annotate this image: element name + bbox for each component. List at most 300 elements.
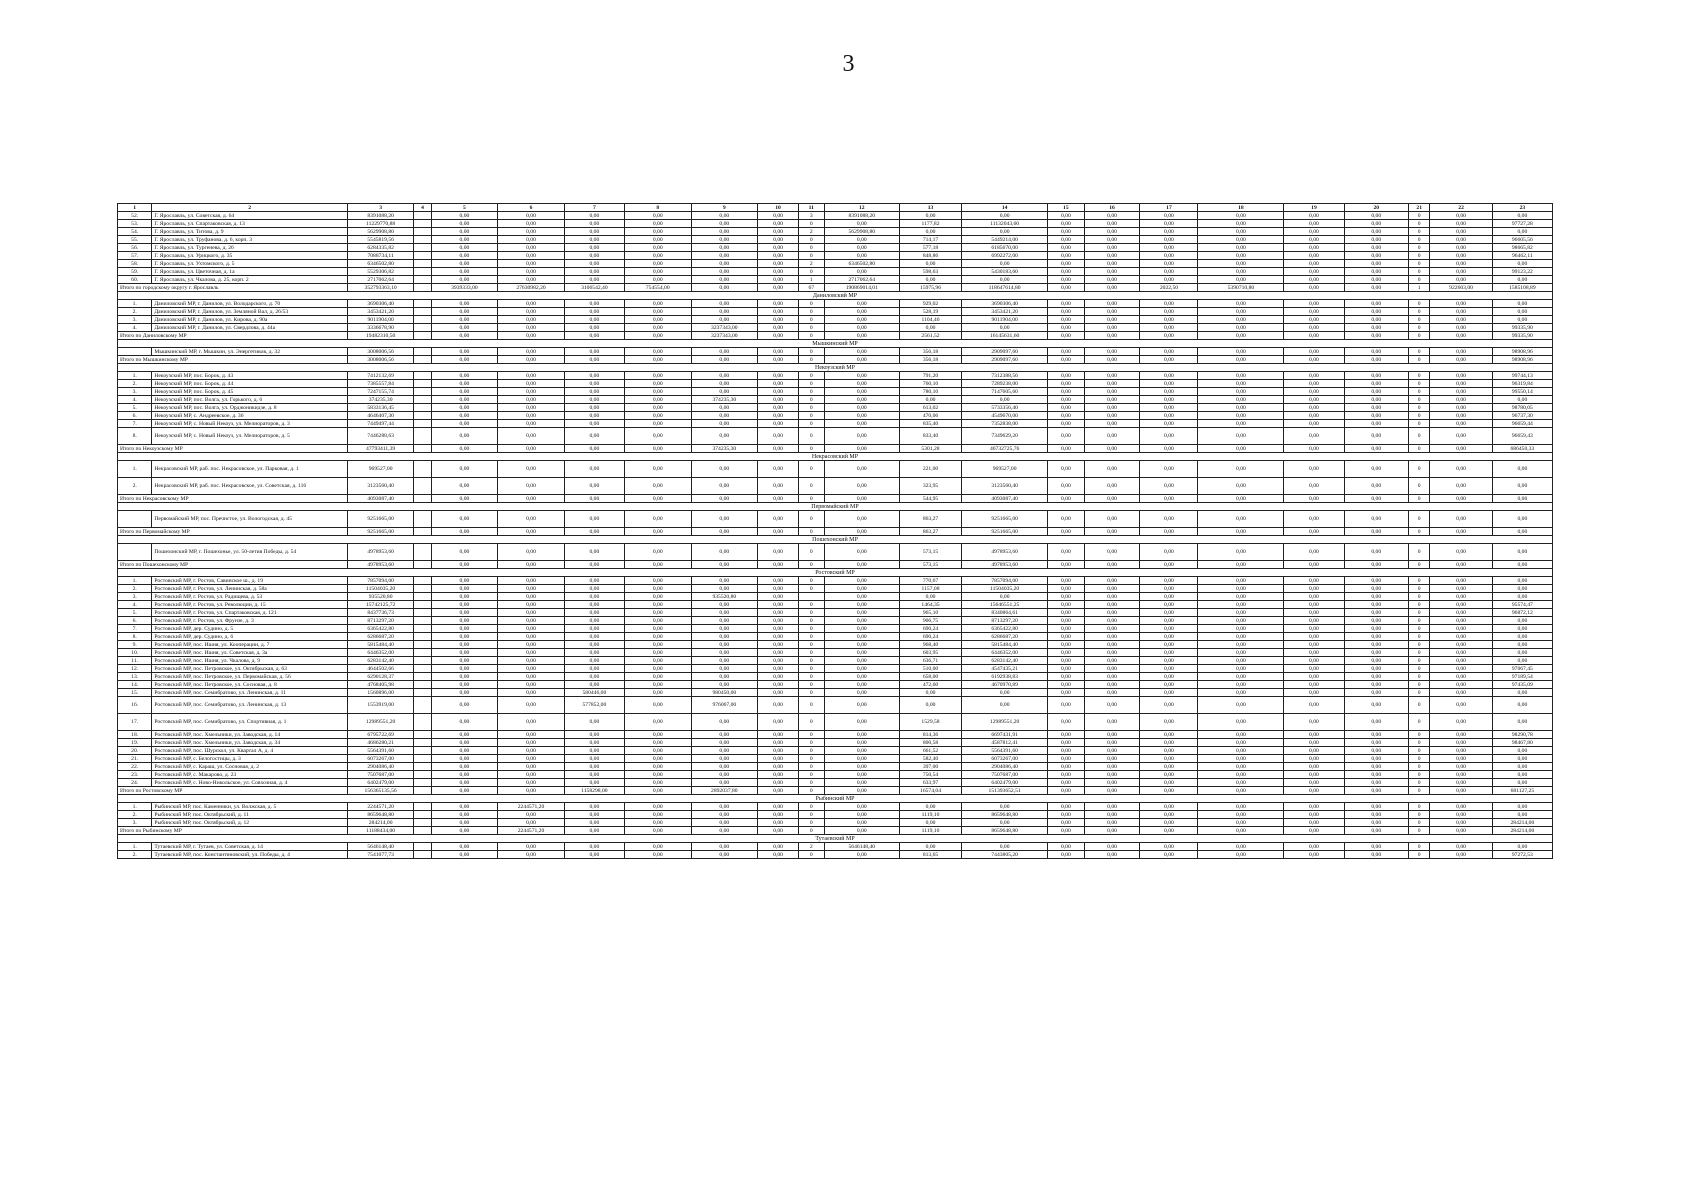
table-cell: 0,00 — [1140, 755, 1198, 763]
table-cell: 0,00 — [691, 577, 758, 585]
table-cell: 0,00 — [1198, 714, 1284, 731]
table-cell: 0,00 — [1198, 561, 1284, 569]
table-cell: 0,00 — [1048, 236, 1085, 244]
table-cell: 0,00 — [758, 657, 799, 665]
address-cell: Некрасовский МР, раб. пос. Некрасовское, ул. Парковая, д. 1 — [152, 461, 347, 478]
table-cell: 0 — [798, 714, 824, 731]
table-cell: 8340864,61 — [962, 609, 1048, 617]
row-number-cell: 4. — [118, 601, 152, 609]
table-cell: 0,00 — [691, 228, 758, 236]
row-number-cell: 20. — [118, 747, 152, 755]
table-cell: 0,00 — [1430, 641, 1492, 649]
table-cell: 0,00 — [1140, 681, 1198, 689]
table-cell: 0,00 — [624, 689, 691, 697]
table-cell: 0,00 — [498, 268, 565, 276]
table-cell: 0,00 — [1084, 851, 1140, 859]
table-cell: 97435,09 — [1492, 681, 1552, 689]
table-cell: 0,00 — [691, 252, 758, 260]
table-cell: 0 — [1408, 404, 1429, 412]
table-cell: 0,00 — [691, 260, 758, 268]
table-cell: 0,00 — [624, 673, 691, 681]
table-cell: 0,00 — [564, 649, 624, 657]
table-cell: 374235,30 — [347, 396, 414, 404]
table-cell: 0,00 — [431, 739, 498, 747]
table-cell: 5545819,56 — [347, 236, 414, 244]
table-cell — [414, 404, 431, 412]
table-cell: 0,00 — [1344, 244, 1408, 252]
table-cell: 6402479,00 — [347, 779, 414, 787]
table-cell: 0,00 — [564, 348, 624, 356]
table-cell: 0 — [798, 461, 824, 478]
table-cell: 0 — [1408, 428, 1429, 445]
table-cell: 0,00 — [624, 316, 691, 324]
total-label: Итого по Даниловскому МР — [118, 332, 348, 340]
table-row — [118, 324, 1553, 332]
table-cell: 0,00 — [1344, 252, 1408, 260]
table-cell: 0 — [798, 372, 824, 380]
table-cell — [414, 396, 431, 404]
table-cell: 0,00 — [691, 511, 758, 528]
table-cell: 4978953,60 — [962, 561, 1048, 569]
table-cell: 0,00 — [564, 771, 624, 779]
table-cell: 0,00 — [1140, 324, 1198, 332]
table-cell: 0,00 — [1198, 827, 1284, 835]
table-cell: 0,00 — [824, 641, 899, 649]
table-cell: 0,00 — [1430, 689, 1492, 697]
table-cell: 0,00 — [1048, 763, 1085, 771]
table-cell: 0,00 — [1198, 755, 1284, 763]
table-cell: 323,95 — [899, 478, 961, 495]
table-cell: 4093087,40 — [962, 495, 1048, 503]
table-cell: 0,00 — [1344, 585, 1408, 593]
table-cell: 0 — [1408, 388, 1429, 396]
table-cell: 0 — [798, 731, 824, 739]
table-cell: 1158298,00 — [564, 787, 624, 795]
table-cell: 714,17 — [899, 236, 961, 244]
row-number-cell: 15. — [118, 689, 152, 697]
table-cell: 0,00 — [624, 308, 691, 316]
table-cell: 0,00 — [1140, 308, 1198, 316]
table-cell: 0,00 — [691, 739, 758, 747]
table-cell: 0,00 — [1084, 244, 1140, 252]
table-cell: 0,00 — [824, 356, 899, 364]
table-cell: 0,00 — [1048, 212, 1085, 220]
table-cell: 0,00 — [624, 276, 691, 284]
row-number-cell: 4. — [118, 396, 152, 404]
table-cell: 7507687,00 — [347, 771, 414, 779]
table-cell: 0,00 — [431, 787, 498, 795]
table-cell: 0,00 — [1284, 779, 1344, 787]
table-cell — [414, 348, 431, 356]
table-cell: 0,00 — [1048, 811, 1085, 819]
table-cell: 0 — [798, 787, 824, 795]
table-cell: 0,00 — [624, 428, 691, 445]
table-cell: 0,00 — [1284, 445, 1344, 453]
address-cell: Ростовский МР, с. Белогостицы, д. 3 — [152, 755, 347, 763]
address-cell: Даниловский МР, г. Данилов, ул. Володарского, д. 70 — [152, 300, 347, 308]
table-cell: 397,00 — [899, 763, 961, 771]
table-cell: 0 — [1408, 593, 1429, 601]
table-cell: 0,00 — [758, 284, 799, 292]
table-cell: 0,00 — [691, 585, 758, 593]
table-cell: 7385557,84 — [347, 380, 414, 388]
table-cell: 99123,22 — [1492, 268, 1552, 276]
table-cell: 0,00 — [564, 755, 624, 763]
table-cell: 0,00 — [1430, 396, 1492, 404]
table-cell: 0,00 — [1344, 763, 1408, 771]
table-cell: 4646407,30 — [347, 412, 414, 420]
table-cell: 3939333,00 — [431, 284, 498, 292]
table-cell: 0,00 — [498, 657, 565, 665]
address-cell: Даниловский МР, г. Данилов, ул. Кирова, д. 90а — [152, 316, 347, 324]
table-cell: 0,00 — [758, 544, 799, 561]
table-cell: 0,00 — [431, 308, 498, 316]
table-cell: 0,00 — [431, 380, 498, 388]
table-cell: 0,00 — [1430, 577, 1492, 585]
table-cell: 0 — [798, 665, 824, 673]
table-cell: 0,00 — [431, 461, 498, 478]
table-cell: 0,00 — [1492, 843, 1552, 851]
table-cell: 5833136,45 — [347, 404, 414, 412]
table-cell: 0,00 — [1084, 697, 1140, 714]
table-cell: 0,00 — [624, 827, 691, 835]
total-label: Итого по Ростовскому МР — [118, 787, 348, 795]
table-cell: 0,00 — [431, 593, 498, 601]
table-cell: 0,00 — [824, 779, 899, 787]
table-cell: 8659648,80 — [962, 811, 1048, 819]
table-cell: 0,00 — [564, 212, 624, 220]
table-cell: 0,00 — [691, 657, 758, 665]
table-cell: 0,00 — [498, 260, 565, 268]
table-cell: 0 — [1408, 252, 1429, 260]
table-cell: 0,00 — [691, 731, 758, 739]
table-cell: 0,00 — [1344, 356, 1408, 364]
table-cell: 0,00 — [498, 356, 565, 364]
address-cell: Ростовский МР, пос. Семибратово, ул. Спортивная, д. 1 — [152, 714, 347, 731]
table-cell: 0,00 — [1140, 356, 1198, 364]
table-cell: 0,00 — [1048, 412, 1085, 420]
table-cell: 0,00 — [1140, 747, 1198, 755]
table-cell: 3690306,40 — [347, 300, 414, 308]
table-cell — [414, 332, 431, 340]
table-cell: 0,00 — [498, 495, 565, 503]
table-cell: 0,00 — [758, 388, 799, 396]
table-cell: 0,00 — [624, 511, 691, 528]
table-cell: 8659648,80 — [962, 827, 1048, 835]
table-row — [118, 673, 1553, 681]
table-cell: 11229770,88 — [347, 220, 414, 228]
row-number-cell: 9. — [118, 641, 152, 649]
table-cell: 2022,50 — [1140, 284, 1198, 292]
table-cell: 0 — [798, 316, 824, 324]
table-cell — [414, 577, 431, 585]
table-cell: 0,00 — [624, 617, 691, 625]
table-cell: 0,00 — [1344, 268, 1408, 276]
table-cell: 800,58 — [899, 739, 961, 747]
table-cell: 0,00 — [691, 412, 758, 420]
table-row — [118, 388, 1553, 396]
table-cell: 0,00 — [1284, 276, 1344, 284]
table-cell — [414, 420, 431, 428]
table-cell: 0,00 — [1344, 771, 1408, 779]
table-cell: 0,00 — [624, 731, 691, 739]
table-cell: 0,00 — [1492, 641, 1552, 649]
table-cell: 0,00 — [624, 601, 691, 609]
table-cell: 0,00 — [1284, 827, 1344, 835]
table-cell: 9251665,00 — [962, 511, 1048, 528]
table-cell: 0,00 — [431, 827, 498, 835]
table-cell: 0,00 — [1430, 739, 1492, 747]
table-cell: 814,36 — [899, 731, 961, 739]
table-cell: 0,00 — [824, 601, 899, 609]
table-cell: 0,00 — [1284, 428, 1344, 445]
table-cell: 0 — [798, 244, 824, 252]
table-cell — [414, 697, 431, 714]
table-cell: 0,00 — [624, 593, 691, 601]
table-cell: 0,00 — [498, 324, 565, 332]
table-cell: 0,00 — [691, 356, 758, 364]
table-cell: 0,00 — [758, 697, 799, 714]
table-cell: 0,00 — [1140, 228, 1198, 236]
table-cell: 0,00 — [431, 212, 498, 220]
table-cell: 0,00 — [1140, 771, 1198, 779]
table-cell: 0,00 — [824, 308, 899, 316]
table-cell: 0,00 — [624, 747, 691, 755]
table-cell: 0,00 — [1198, 511, 1284, 528]
table-cell: 0 — [798, 356, 824, 364]
table-cell: 0,00 — [691, 428, 758, 445]
table-cell: 0,00 — [1140, 577, 1198, 585]
table-cell: 6286687,20 — [347, 633, 414, 641]
table-cell: 0,00 — [1084, 260, 1140, 268]
address-cell: Ростовский МР, пос. Семибратово, ул. Ленинская, д. 13 — [152, 697, 347, 714]
table-cell: 0,00 — [1048, 843, 1085, 851]
table-cell: 2244571,20 — [498, 803, 565, 811]
table-cell: 0,00 — [1084, 308, 1140, 316]
table-cell: 0,00 — [1430, 372, 1492, 380]
table-cell: 0,00 — [431, 544, 498, 561]
table-cell: 96659,43 — [1492, 428, 1552, 445]
table-cell: 0,00 — [1140, 268, 1198, 276]
address-cell: Ростовский МР, г. Ростов, ул. Спартаковская, д. 121 — [152, 609, 347, 617]
table-cell: 863,27 — [899, 511, 961, 528]
table-cell: 0 — [798, 252, 824, 260]
table-cell: 969527,00 — [347, 461, 414, 478]
table-cell: 0,00 — [824, 478, 899, 495]
table-cell: 5815484,40 — [347, 641, 414, 649]
table-cell: 0,00 — [824, 625, 899, 633]
table-cell: 0,00 — [824, 649, 899, 657]
table-cell: 0,00 — [1284, 617, 1344, 625]
table-cell: 0,00 — [1048, 220, 1085, 228]
table-cell: 0 — [1408, 380, 1429, 388]
table-cell: 0,00 — [824, 819, 899, 827]
row-number-cell: 23. — [118, 771, 152, 779]
table-cell: 97272,53 — [1492, 851, 1552, 859]
table-cell: 0,00 — [431, 348, 498, 356]
table-cell: 0 — [1408, 609, 1429, 617]
table-cell: 0,00 — [624, 843, 691, 851]
table-cell: 0,00 — [1284, 544, 1344, 561]
table-cell: 0,00 — [1344, 212, 1408, 220]
table-cell: 0,00 — [624, 412, 691, 420]
table-cell: 0,00 — [1344, 461, 1408, 478]
table-cell: 0,00 — [1084, 633, 1140, 641]
row-number-cell: 3. — [118, 819, 152, 827]
table-cell: 0,00 — [1430, 236, 1492, 244]
table-cell: 0 — [1408, 561, 1429, 569]
table-cell: 0,00 — [1344, 388, 1408, 396]
table-cell: 0 — [1408, 673, 1429, 681]
table-cell: 0,00 — [1048, 284, 1085, 292]
address-cell: Ростовский МР, дер. Судино, д. 5 — [152, 625, 347, 633]
table-cell: 0,00 — [431, 332, 498, 340]
table-cell: 0 — [1408, 771, 1429, 779]
table-cell: 0,00 — [1430, 420, 1492, 428]
table-cell: 0,00 — [1198, 316, 1284, 324]
row-number-cell: 3. — [118, 316, 152, 324]
table-cell: 2 — [798, 843, 824, 851]
table-cell: 0,00 — [564, 819, 624, 827]
table-cell: 0,00 — [758, 763, 799, 771]
table-cell: 0 — [1408, 585, 1429, 593]
table-cell: 0,00 — [824, 673, 899, 681]
table-cell: 2904086,40 — [962, 763, 1048, 771]
table-cell: 0,00 — [1492, 755, 1552, 763]
table-cell: 0,00 — [1344, 601, 1408, 609]
table-cell: 0,00 — [624, 404, 691, 412]
table-cell: 0,00 — [1344, 561, 1408, 569]
table-cell: 0,00 — [1198, 851, 1284, 859]
row-number-cell — [118, 348, 152, 356]
table-cell: 0,00 — [691, 388, 758, 396]
table-cell: 0,00 — [1084, 763, 1140, 771]
table-cell: 0,00 — [1084, 236, 1140, 244]
district-header-row — [118, 503, 1553, 511]
table-cell: 3 — [798, 212, 824, 220]
table-cell: 0,00 — [498, 633, 565, 641]
table-cell: 0,00 — [624, 324, 691, 332]
address-cell: Мышкинский МР, г. Мышкин, ул. Энергетиков, д. 32 — [152, 348, 347, 356]
table-cell: 0,00 — [1284, 252, 1344, 260]
table-cell: 0,00 — [431, 803, 498, 811]
table-cell: 0,00 — [564, 428, 624, 445]
table-cell: 0,00 — [1140, 300, 1198, 308]
table-cell: 0,00 — [1140, 428, 1198, 445]
row-number-cell: 52. — [118, 212, 152, 220]
table-cell: 0,00 — [1048, 633, 1085, 641]
table-cell: 0,00 — [1284, 755, 1344, 763]
table-cell: 0 — [1408, 478, 1429, 495]
table-cell: 0,00 — [498, 811, 565, 819]
address-cell: Даниловский МР, г. Данилов, ул. Свердлова, д. 44а — [152, 324, 347, 332]
table-cell: 0,00 — [899, 396, 961, 404]
table-cell: 0,00 — [1344, 308, 1408, 316]
table-cell: 0,00 — [691, 561, 758, 569]
table-cell: 0,00 — [1198, 819, 1284, 827]
table-cell: 0,00 — [498, 697, 565, 714]
table-cell: 0,00 — [624, 244, 691, 252]
table-cell: 1157,08 — [899, 585, 961, 593]
table-row — [118, 593, 1553, 601]
column-number-cell: 17 — [1140, 204, 1198, 212]
table-cell: 661,52 — [899, 747, 961, 755]
table-cell: 0,00 — [1140, 609, 1198, 617]
table-cell: 2561,52 — [899, 332, 961, 340]
table-cell: 0,00 — [1140, 673, 1198, 681]
table-cell — [414, 220, 431, 228]
table-cell: 0,00 — [1140, 601, 1198, 609]
table-cell: 0,00 — [691, 348, 758, 356]
table-cell: 0,00 — [1284, 803, 1344, 811]
table-cell: 0,00 — [564, 461, 624, 478]
table-cell: 0,00 — [1140, 843, 1198, 851]
row-number-cell: 5. — [118, 609, 152, 617]
table-cell: 0,00 — [1084, 755, 1140, 763]
table-cell: 0,00 — [1198, 478, 1284, 495]
row-number-cell: 59. — [118, 268, 152, 276]
table-cell: 0,00 — [1048, 657, 1085, 665]
table-cell: 0,00 — [758, 236, 799, 244]
table-cell: 0,00 — [1284, 561, 1344, 569]
table-cell: 0,00 — [1140, 348, 1198, 356]
table-cell: 99744,13 — [1492, 372, 1552, 380]
table-cell: 4978953,60 — [347, 544, 414, 561]
table-cell: 0,00 — [1140, 528, 1198, 536]
table-cell: 0,00 — [1492, 657, 1552, 665]
table-cell: 0,00 — [1430, 495, 1492, 503]
table-cell: 3123560,40 — [347, 478, 414, 495]
table-row — [118, 252, 1553, 260]
row-number-cell: 10. — [118, 649, 152, 657]
table-cell: 0,00 — [498, 420, 565, 428]
table-cell: 0,00 — [1344, 544, 1408, 561]
table-cell: 0,00 — [1492, 276, 1552, 284]
table-cell: 0,00 — [1492, 561, 1552, 569]
table-cell: 0,00 — [1430, 819, 1492, 827]
table-cell: 0,00 — [498, 625, 565, 633]
table-cell: 0,00 — [1284, 625, 1344, 633]
table-cell: 0,00 — [624, 577, 691, 585]
table-cell: 0,00 — [1344, 665, 1408, 673]
table-cell: 0,00 — [1140, 420, 1198, 428]
table-cell: 0,00 — [1084, 593, 1140, 601]
row-number-cell: 3. — [118, 388, 152, 396]
table-cell — [414, 260, 431, 268]
table-cell: 0,00 — [564, 731, 624, 739]
table-cell: 0,00 — [1492, 803, 1552, 811]
table-cell: 0,00 — [624, 220, 691, 228]
column-number-cell: 3 — [347, 204, 414, 212]
table-cell: 968,40 — [899, 641, 961, 649]
table-cell: 0 — [798, 308, 824, 316]
table-cell: 0,00 — [758, 747, 799, 755]
table-cell: 0,00 — [1284, 495, 1344, 503]
table-cell: 0,00 — [824, 739, 899, 747]
table-cell: 98467,80 — [1492, 739, 1552, 747]
table-cell: 0,00 — [899, 260, 961, 268]
table-cell: 0,00 — [564, 396, 624, 404]
table-cell — [414, 212, 431, 220]
table-cell: 0,00 — [962, 276, 1048, 284]
table-cell: 0,00 — [962, 819, 1048, 827]
table-cell: 0,00 — [824, 771, 899, 779]
district-title: Некоузский МР — [118, 364, 1553, 372]
table-cell: 0,00 — [1492, 511, 1552, 528]
table-cell: 0,00 — [498, 577, 565, 585]
table-cell: 0,00 — [1284, 657, 1344, 665]
address-cell: Ростовский МР, пос. Семибратово, ул. Ленинская, д. 11 — [152, 689, 347, 697]
